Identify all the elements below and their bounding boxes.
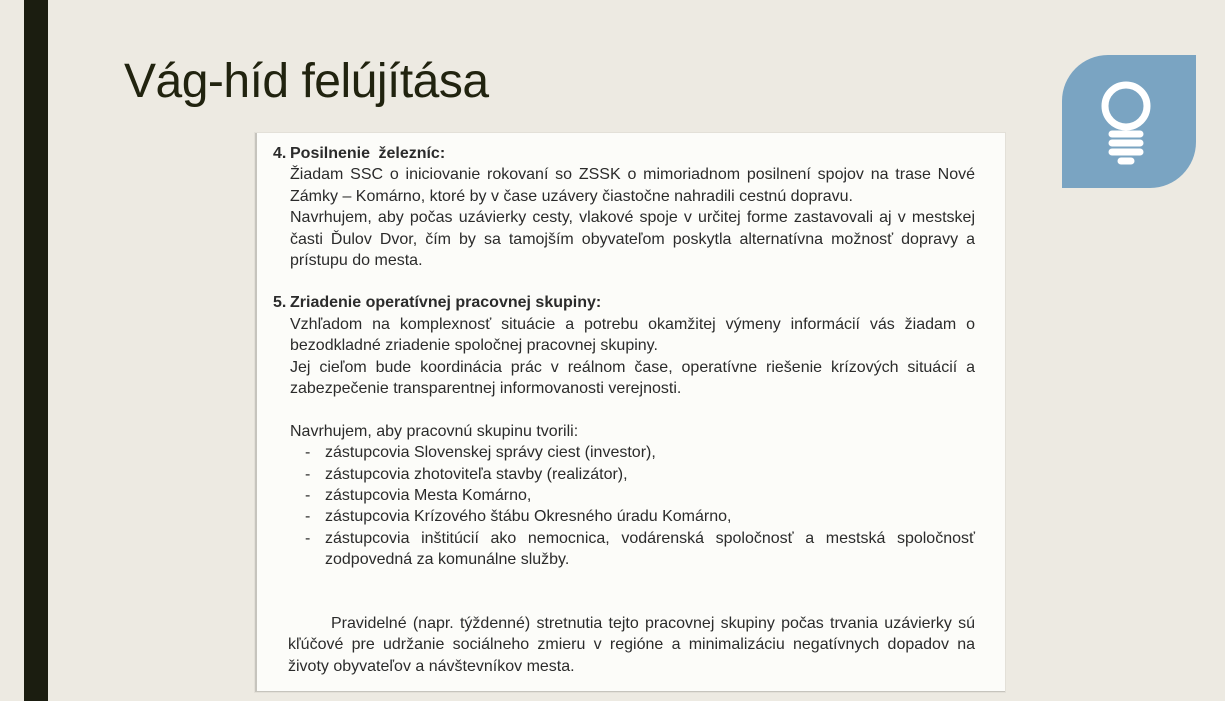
dash-bullet: - [305, 444, 311, 462]
document-item-4 [273, 143, 975, 271]
dash-list-item [290, 485, 975, 506]
slide-title: Vág-híd felújítása [124, 55, 489, 108]
dash-bullet: - [305, 508, 311, 526]
paragraph: Navrhujem, aby počas uzávierky cesty, vlakové spoje v určitej forme zastavovali aj v mestskej časti Ďulov Dvor, čím by sa tamojším obyvateľom poskytla alternatívna možnosť dopravy a prístupu do mesta. [290, 209, 975, 270]
paragraph: Vzhľadom na komplexnosť situácie a potrebu okamžitej výmeny informácií vás žiadam o bezodkladné zriadenie spoločnej pracovnej skupiny. [290, 315, 975, 355]
lightbulb-icon [1062, 55, 1196, 188]
closing-paragraph: Pravidelné (napr. týždenné) stretnutia tejto pracovnej skupiny počas trvania uzávierky sú kľúčové pre udržanie sociálneho zmieru v regióne a minimalizáciu negatívnych dopadov na životy obyvateľov a návštevníkov mesta. [288, 614, 975, 675]
dash-list-item-text: zástupcovia Slovenskej správy ciest (investor), [325, 444, 656, 462]
item-body [290, 292, 975, 570]
dash-list-item-text: zástupcovia inštitúcií ako nemocnica, vodárenská spoločnosť a mestská spoločnosť zodpovedná za komunálne služby. [325, 529, 975, 569]
item-heading: Zriadenie operatívnej pracovnej skupiny: [290, 294, 602, 312]
document-scan [255, 133, 1005, 692]
dash-list-item [290, 528, 975, 571]
dash-bullet: - [305, 465, 311, 483]
dash-list-item [290, 506, 975, 527]
dash-bullet: - [305, 529, 311, 547]
dash-list-item-text: zástupcovia Krízového štábu Okresného úradu Komárno, [325, 508, 732, 526]
left-accent-bar [24, 0, 48, 701]
dash-list-item-text: zástupcovia Mesta Komárno, [325, 487, 532, 505]
item-body [290, 143, 975, 271]
dash-list-item [290, 464, 975, 485]
item-number: 5. [273, 294, 287, 312]
paragraph: Jej cieľom bude koordinácia prác v reálnom čase, operatívne riešenie krízových situácií a zabezpečenie transparentnej informovanosti verejnosti. [290, 358, 975, 398]
item-heading: Posilnenie železníc: [290, 145, 446, 162]
dash-bullet: - [305, 487, 311, 505]
item-number: 4. [273, 145, 287, 162]
list-intro: Navrhujem, aby pracovnú skupinu tvorili: [290, 422, 579, 440]
dash-list-item-text: zástupcovia zhotoviteľa stavby (realizátor), [325, 465, 628, 483]
lightbulb-callout [1062, 55, 1196, 188]
document-item-5 [273, 292, 975, 570]
dash-list-item [290, 442, 975, 463]
paragraph: Žiadam SSC o iniciovanie rokovaní so ZSSK o mimoriadnom posilnení spojov na trase Nové Zámky – Komárno, ktoré by v čase uzávery čiastočne nahradili cestnú dopravu. [290, 166, 975, 205]
